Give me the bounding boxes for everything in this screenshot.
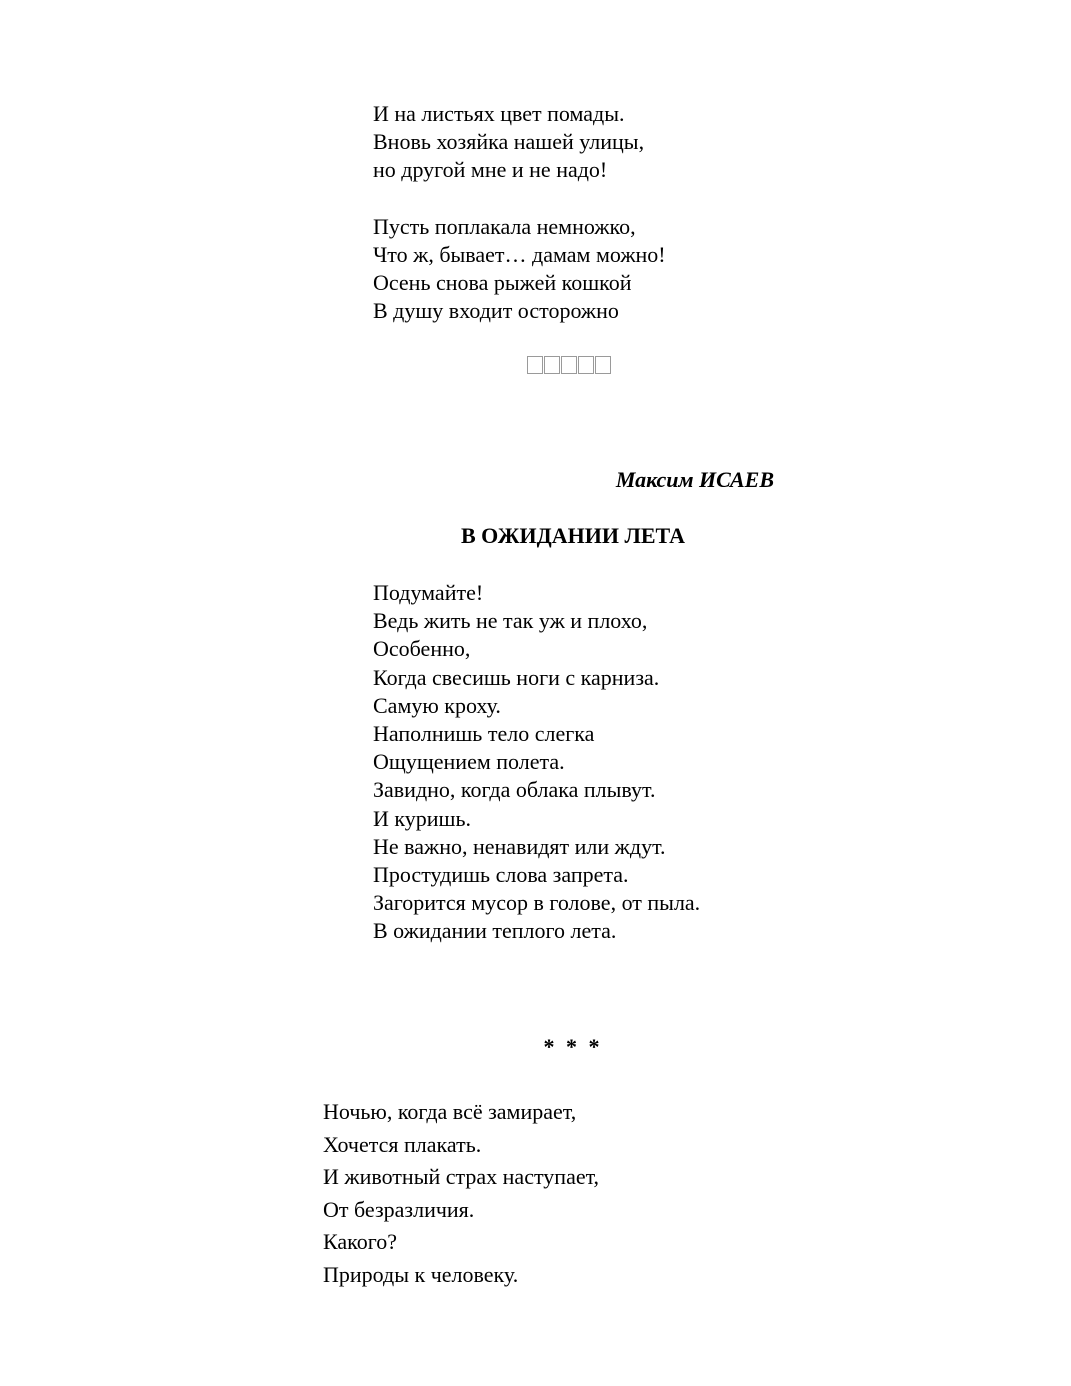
poem-line: В ожидании теплого лета. bbox=[373, 918, 617, 944]
poem-line: но другой мне и не надо! bbox=[373, 157, 608, 183]
poem-line: Вновь хозяйка нашей улицы, bbox=[373, 129, 645, 155]
poem-line: Наполнишь тело слегка bbox=[373, 721, 595, 747]
poem-line: Когда свесишь ноги с карниза. bbox=[373, 664, 660, 690]
poem-line: Подумайте! bbox=[373, 580, 484, 605]
poem-line: И на листьях цвет помады. bbox=[373, 101, 625, 126]
section-divider-stars: * * * bbox=[543, 1034, 603, 1059]
poem-line: Не важно, ненавидят или ждут. bbox=[373, 833, 666, 859]
missing-glyph-separator bbox=[527, 356, 611, 374]
poem-line: Природы к человеку. bbox=[323, 1261, 519, 1287]
poem-line: Простудишь слова запрета. bbox=[373, 862, 629, 888]
missing-glyph-icon bbox=[595, 356, 611, 374]
missing-glyph-icon bbox=[561, 356, 577, 374]
poem-line: Осень снова рыжей кошкой bbox=[373, 270, 632, 296]
poem-line: И куришь. bbox=[373, 805, 472, 831]
missing-glyph-icon bbox=[578, 356, 594, 374]
poem-line: Что ж, бывает… дамам можно! bbox=[373, 242, 666, 267]
poem-title: В ОЖИДАНИИ ЛЕТА bbox=[461, 523, 685, 548]
poem-line: Завидно, когда облака плывут. bbox=[373, 777, 656, 803]
poem-body bbox=[323, 1096, 599, 1292]
author-name: Максим ИСАЕВ bbox=[615, 467, 774, 492]
poem-line: Загорится мусор в голове, от пыла. bbox=[373, 890, 701, 916]
stanza-gap bbox=[373, 185, 666, 213]
poem-line: Самую кроху. bbox=[373, 692, 501, 718]
poem-line: Особенно, bbox=[373, 636, 471, 662]
poem-line: Ведь жить не так уж и плохо, bbox=[373, 608, 648, 634]
poem-line: От безразличия. bbox=[323, 1196, 475, 1222]
missing-glyph-icon bbox=[527, 356, 543, 374]
poem-line: Ночью, когда всё замирает, bbox=[323, 1099, 577, 1124]
poem-line: В душу входит осторожно bbox=[373, 298, 619, 324]
poem-body bbox=[373, 579, 700, 946]
missing-glyph-icon bbox=[544, 356, 560, 374]
poem-fragment bbox=[373, 100, 666, 326]
poem-line: Пусть поплакала немножко, bbox=[373, 213, 636, 239]
poem-line: Какого? bbox=[323, 1229, 397, 1255]
poem-line: И животный страх наступает, bbox=[323, 1164, 600, 1190]
poem-line: Ощущением полета. bbox=[373, 749, 565, 775]
poem-line: Хочется плакать. bbox=[323, 1131, 482, 1157]
